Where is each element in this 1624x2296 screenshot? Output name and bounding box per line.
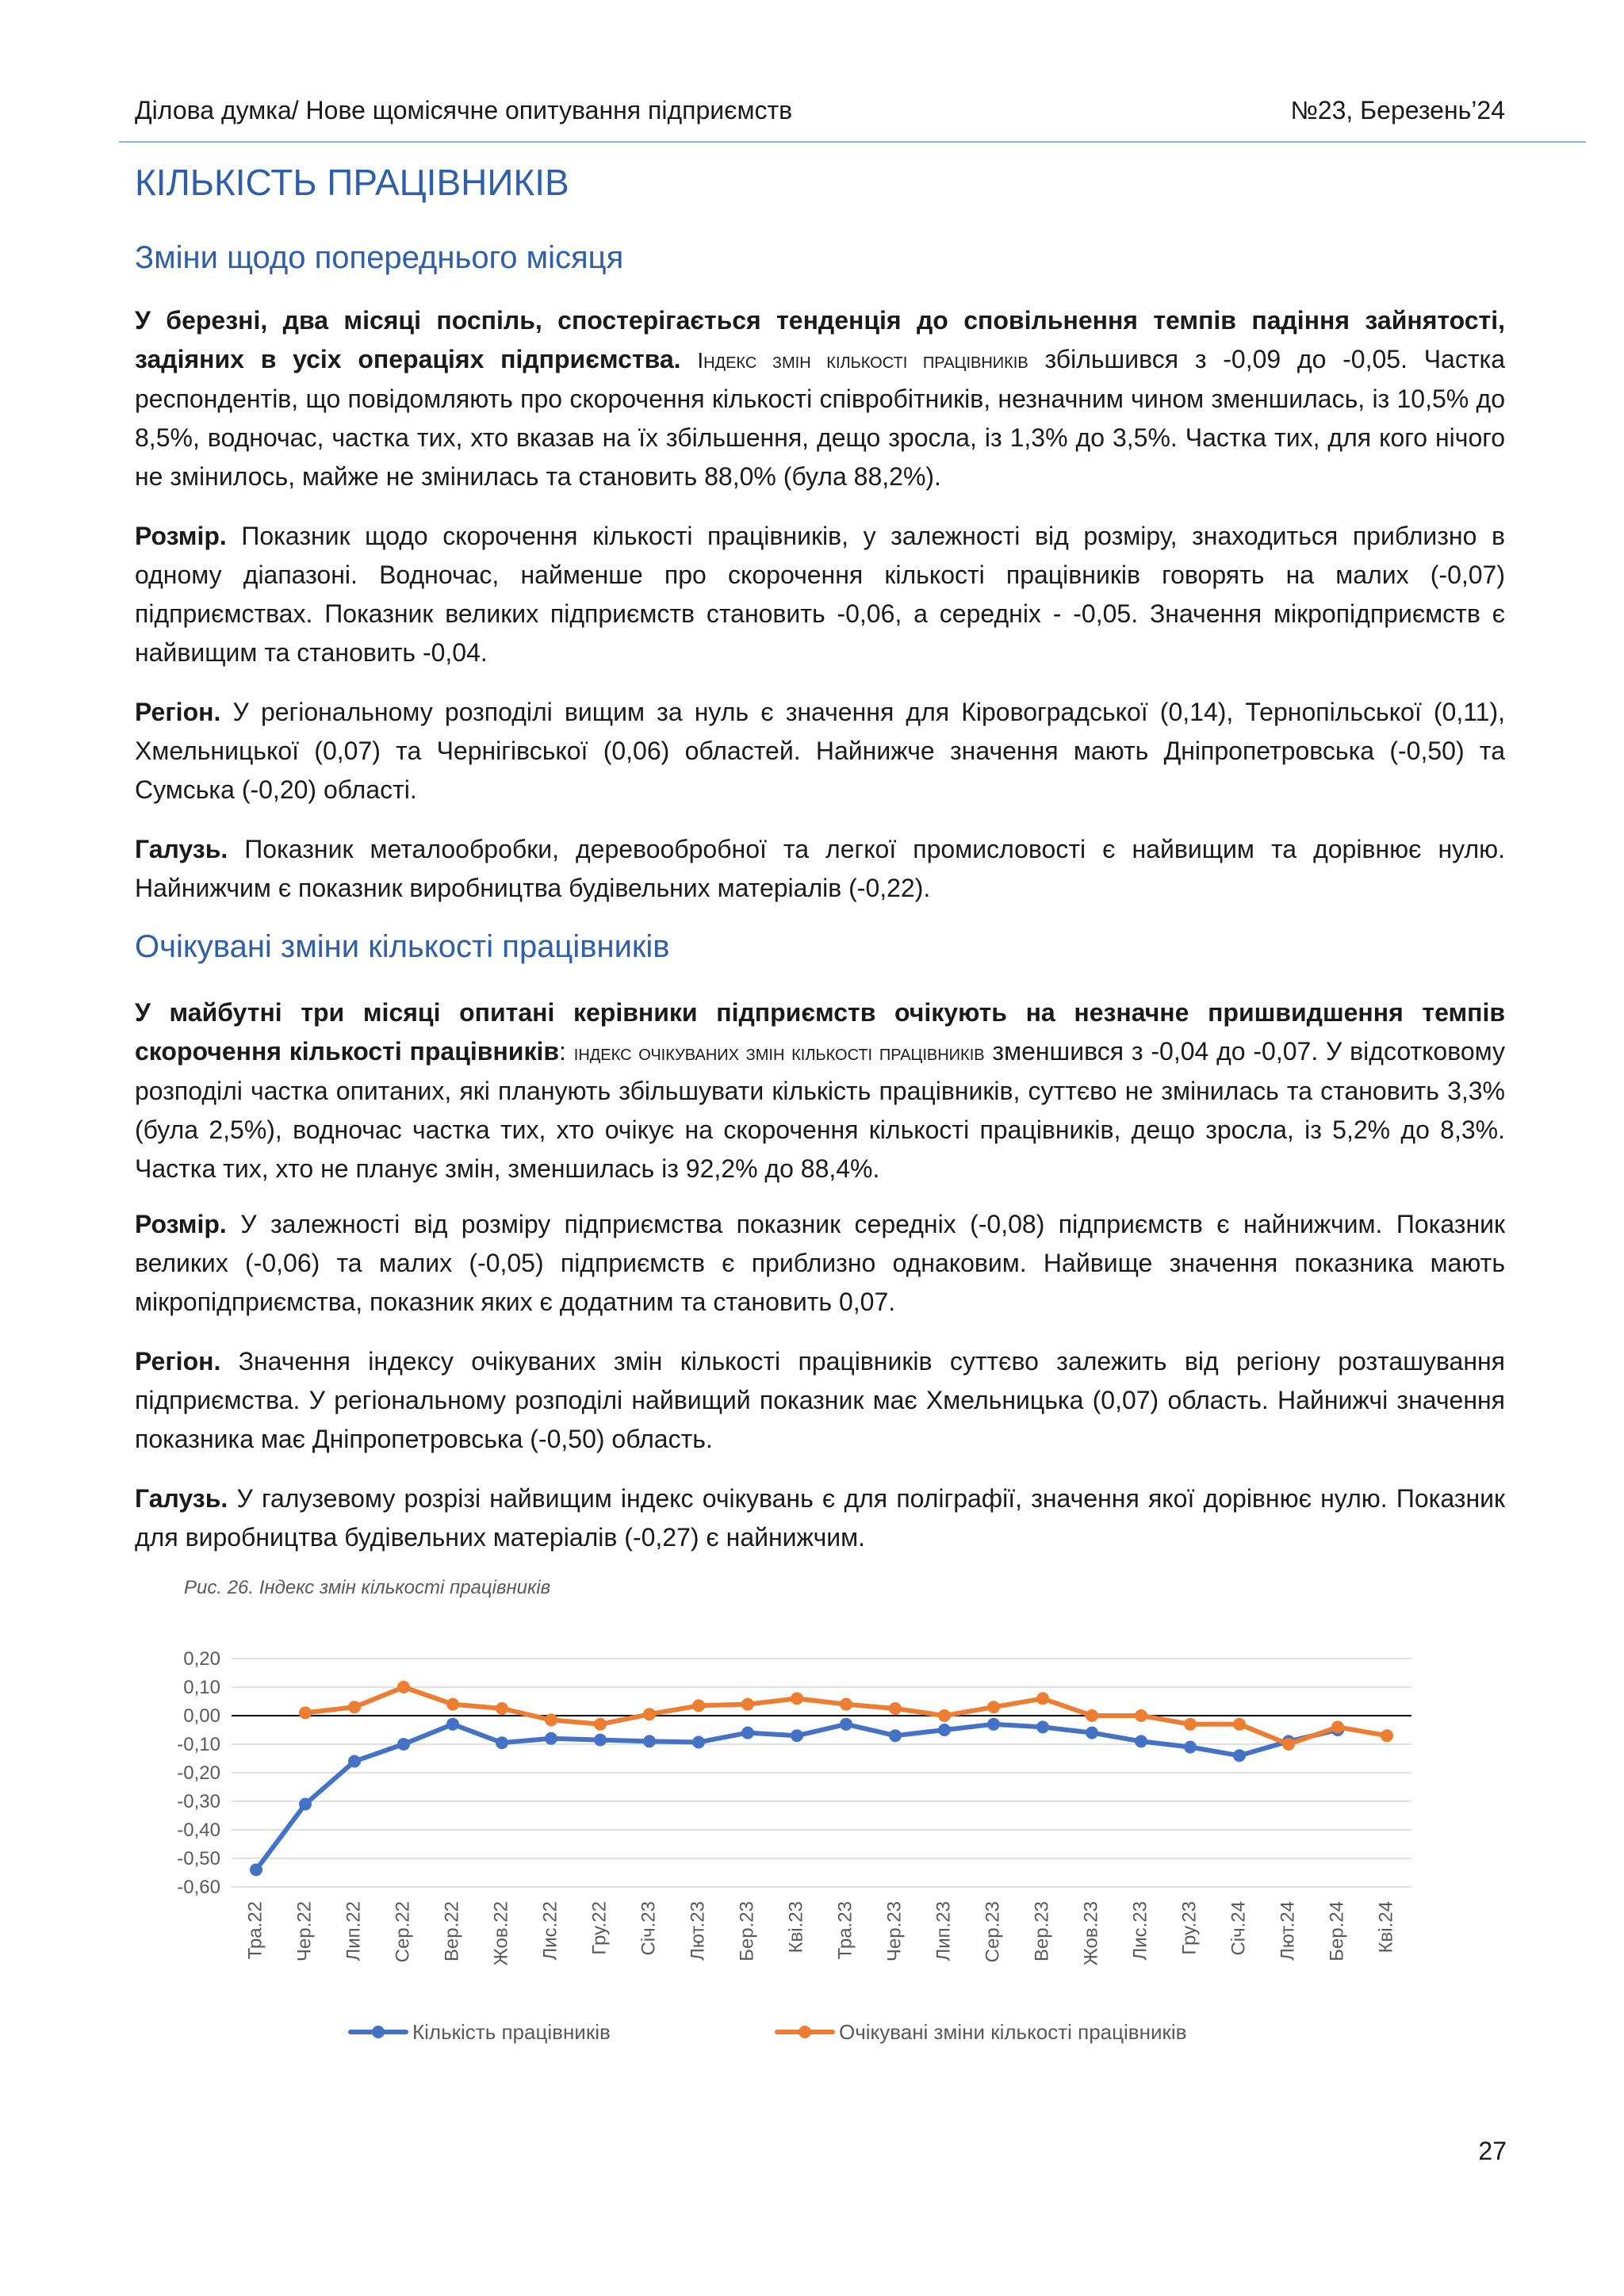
data-point-employees [840, 1718, 852, 1731]
header-issue: №23, Березень’24 [1290, 96, 1505, 124]
data-point-employees [496, 1736, 508, 1749]
x-tick-label: Лют.24 [1277, 1901, 1299, 1961]
y-tick-label: -0,50 [177, 1848, 220, 1869]
x-tick-label: Сер.23 [982, 1901, 1004, 1963]
page-header [135, 94, 1505, 125]
x-tick-label: Бер.23 [736, 1901, 758, 1961]
data-point-employees [741, 1727, 754, 1739]
data-point-employees [348, 1755, 361, 1768]
data-point-expected [348, 1701, 361, 1713]
x-tick-label: Лют.23 [687, 1901, 709, 1961]
subsection-title-changes: Зміни щодо попереднього місяця [135, 240, 624, 275]
summary-bold: У майбутні три місяці опитані керівники підприємств очікують на незначне пришвидшення темпів скорочення кількості працівників [135, 998, 1505, 1066]
page-number: 27 [1478, 2137, 1507, 2165]
data-point-expected [1233, 1718, 1246, 1731]
paragraph-changes-industry [135, 830, 1505, 908]
data-point-expected [1036, 1692, 1049, 1705]
x-tick-label: Чер.23 [883, 1901, 906, 1962]
y-tick-label: -0,60 [177, 1877, 220, 1898]
paragraph-changes-summary [135, 301, 1505, 496]
data-point-employees [889, 1729, 902, 1742]
x-tick-label: Жов.22 [490, 1901, 512, 1966]
data-point-employees [545, 1732, 557, 1745]
legend-marker-expected [799, 2026, 811, 2038]
x-tick-label: Гру.22 [588, 1901, 611, 1955]
x-tick-label: Бер.24 [1326, 1901, 1348, 1961]
index-name: Індекс змін кількості працівників [697, 348, 1028, 373]
section-title: КІЛЬКІСТЬ ПРАЦІВНИКІВ [135, 162, 569, 203]
x-tick-label: Лис.23 [1129, 1901, 1151, 1961]
summary-text: зменшився з -0,04 до -0,07. У відсотковому розподілі частка опитаних, які планують збільшувати кількість працівників, суттєво не змінилась та становить 3,3% (була 2,5%), водночас частка тих, хто очікує на скорочення кількості працівників, дещо зросла, із 5,2% до 8,3%. Частка тих, хто не планує змін, зменшилась із 92,2% до 88,4%. [135, 1037, 1506, 1183]
industry-label: Галузь. [135, 1484, 228, 1513]
size-text: Показник щодо скорочення кількості працівників, у залежності від розміру, знаходиться приблизно в одному діапазоні. Водночас, найменше про скорочення кількості працівників говорять на малих (-0,07) підприємствах. Показник великих підприємств становить -0,06, а середніх - -0,05. Значення мікропідприємств є найвищим та становить -0,04. [135, 522, 1505, 667]
x-tick-label: Лип.22 [343, 1901, 365, 1961]
data-point-expected [741, 1698, 754, 1711]
paragraph-expected-size [135, 1205, 1505, 1322]
data-point-employees [1086, 1727, 1098, 1739]
data-point-employees [397, 1738, 410, 1751]
y-tick-label: 0,00 [183, 1705, 220, 1727]
x-tick-label: Чер.22 [293, 1901, 316, 1962]
data-point-expected [643, 1708, 656, 1720]
x-tick-label: Лип.23 [933, 1901, 955, 1961]
data-point-employees [1036, 1720, 1049, 1733]
paragraph-changes-size [135, 517, 1505, 672]
y-tick-label: -0,10 [177, 1734, 220, 1755]
data-point-employees [446, 1718, 459, 1731]
paragraph-changes-region [135, 693, 1505, 809]
size-label: Розмір. [135, 1210, 227, 1238]
data-point-employees [299, 1798, 312, 1811]
legend-marker-employees [372, 2026, 385, 2038]
summary-colon: : [559, 1037, 574, 1066]
header-publication: Ділова думка/ Нове щомісячне опитування підприємств [135, 96, 793, 124]
data-point-expected [1331, 1720, 1344, 1733]
data-point-expected [1135, 1709, 1147, 1722]
data-point-employees [594, 1734, 607, 1747]
x-tick-label: Вер.22 [441, 1901, 463, 1962]
header-divider [119, 141, 1586, 143]
paragraph-expected-summary [135, 993, 1505, 1188]
industry-text: Показник металообробки, деревообробної та легкої промисловості є найвищим та дорівнює нулю. Найнижчим є показник виробництва будівельних матеріалів (-0,22). [135, 835, 1505, 902]
data-point-expected [791, 1692, 803, 1705]
region-text: Значення індексу очікуваних змін кількості працівників суттєво залежить від регіону розташування підприємства. У регіональному розподілі найвищий показник має Хмельницька (0,07) область. Найнижчі значення показника має Дніпропетровська (-0,50) область. [135, 1347, 1505, 1453]
region-label: Регіон. [135, 1347, 221, 1376]
data-point-expected [889, 1702, 902, 1715]
x-tick-label: Тра.23 [834, 1901, 856, 1960]
data-point-employees [643, 1735, 656, 1747]
y-tick-label: 0,10 [183, 1677, 220, 1698]
paragraph-expected-region [135, 1342, 1505, 1459]
figure-caption: Рис. 26. Індекс змін кількості працівників [184, 1577, 551, 1598]
data-point-expected [1086, 1709, 1098, 1722]
region-label: Регіон. [135, 698, 221, 726]
data-point-expected [545, 1713, 557, 1726]
x-tick-label: Гру.23 [1178, 1901, 1201, 1955]
data-point-employees [938, 1724, 951, 1736]
data-point-expected [1282, 1738, 1295, 1751]
x-tick-label: Кві.23 [785, 1901, 807, 1954]
data-point-employees [692, 1735, 705, 1748]
employment-index-chart [143, 1633, 1443, 2077]
region-text: У регіональному розподілі вищим за нуль є значення для Кіровоградської (0,14), Тернопільської (0,11), Хмельницької (0,07) та Чернігівської (0,06) областей. Найнижче значення мають Дніпропетровська (-0,50) та Сумська (-0,20) області. [135, 698, 1505, 804]
data-point-expected [496, 1702, 508, 1715]
summary-bold: У березні, два місяці поспіль, спостерігається тенденція до сповільнення темпів падіння зайнятості, задіяних в усіх операціях підприємства. [135, 306, 1505, 373]
data-point-expected [938, 1709, 951, 1722]
data-point-expected [1184, 1718, 1197, 1731]
data-point-employees [250, 1863, 262, 1876]
data-point-expected [299, 1706, 312, 1719]
data-point-employees [1233, 1749, 1246, 1762]
legend-label-employees: Кількість працівників [412, 2020, 611, 2044]
paragraph-expected-industry [135, 1479, 1505, 1557]
summary-text: збільшився з -0,09 до -0,05. Частка респондентів, що повідомляють про скорочення кількості співробітників, незначним чином зменшилась, із 10,5% до 8,5%, водночас, частка тих, хто вказав на їх збільшення, дещо зросла, із 1,3% до 3,5%. Частка тих, для кого нічого не змінилось, майже не змінилась та становить 88,0% (була 88,2%). [135, 345, 1506, 491]
data-point-expected [1381, 1729, 1393, 1742]
industry-text: У галузевому розрізі найвищим індекс очікувань є для поліграфії, значення якої дорівнює нулю. Показник для виробництва будівельних матеріалів (-0,27) є найнижчим. [135, 1484, 1505, 1552]
x-tick-label: Лис.22 [539, 1901, 561, 1961]
subsection-title-expected: Очікувані зміни кількості працівників [135, 929, 670, 964]
x-tick-label: Вер.23 [1031, 1901, 1053, 1962]
industry-label: Галузь. [135, 835, 228, 863]
legend-label-expected: Очікувані зміни кількості працівників [839, 2020, 1187, 2044]
data-point-employees [1184, 1741, 1197, 1754]
data-point-expected [987, 1701, 1000, 1713]
data-point-employees [791, 1729, 803, 1742]
data-point-expected [446, 1698, 459, 1711]
series-line-employees [256, 1724, 1338, 1870]
y-tick-label: -0,30 [177, 1791, 220, 1812]
x-tick-label: Кві.24 [1375, 1901, 1397, 1954]
y-tick-label: -0,20 [177, 1762, 220, 1784]
y-tick-label: -0,40 [177, 1820, 220, 1841]
x-tick-label: Тра.22 [244, 1901, 266, 1960]
data-point-employees [987, 1718, 1000, 1731]
x-tick-label: Січ.23 [638, 1901, 660, 1956]
data-point-expected [397, 1681, 410, 1693]
index-name: індекс очікуваних змін кількості працівників [573, 1040, 985, 1065]
data-point-expected [594, 1718, 607, 1731]
y-tick-label: 0,20 [183, 1648, 220, 1670]
size-label: Розмір. [135, 522, 227, 550]
data-point-employees [1135, 1735, 1147, 1747]
x-tick-label: Січ.24 [1228, 1901, 1250, 1956]
x-tick-label: Жов.23 [1080, 1901, 1102, 1966]
data-point-expected [840, 1698, 852, 1711]
x-tick-label: Сер.22 [392, 1901, 414, 1963]
data-point-expected [692, 1699, 705, 1712]
size-text: У залежності від розміру підприємства показник середніх (-0,08) підприємств є найнижчим. Показник великих (-0,06) та малих (-0,05) підприємств є приблизно однаковим. Найвище значення показника мають мікропідприємства, показник яких є додатним та становить 0,07. [135, 1210, 1505, 1316]
